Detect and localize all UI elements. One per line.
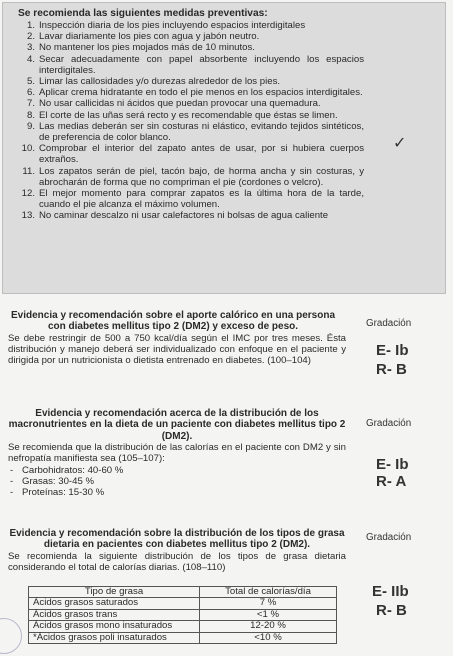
item-text: Secar adecuadamente con papel absorbente incluyendo los espacios interdigitales. bbox=[39, 53, 364, 76]
gradation-label: Gradación bbox=[366, 318, 412, 329]
list-item bbox=[19, 98, 364, 109]
macronutrient-list bbox=[8, 465, 438, 499]
item-text: Las medias deberán ser sin costuras ni elástico, evitando tejidos sintéticos, de preferencia de color blanco. bbox=[39, 120, 364, 144]
section-title: Evidencia y recomendación sobre la distribución de los tipos de grasa dietaria en pacientes con diabetes mellitus tipo 2 (DM2). bbox=[9, 528, 345, 551]
list-item bbox=[19, 54, 364, 76]
list-item: - Grasas: 30-45 % bbox=[8, 476, 438, 487]
recommendation-grade: R- A bbox=[376, 473, 407, 490]
section-body: Se debe restringir de 500 a 750 kcal/día según el IMC por tres meses. Ésta distribución y manejo deberá ser individualizado con enfoque en el paciente y dirigida por un nutricionista o dietista entrenado en diabetes. (100–104) bbox=[8, 332, 346, 367]
list-item bbox=[19, 31, 364, 42]
table-row bbox=[29, 598, 337, 609]
evidence-grade: E- Ib bbox=[376, 342, 409, 359]
list-item: - Proteínas: 15-30 % bbox=[8, 487, 438, 498]
table-row bbox=[29, 609, 337, 620]
column-header: Total de calorías/día bbox=[200, 587, 337, 598]
item-text: Inspección diaria de los pies incluyendo espacios interdigitales bbox=[39, 20, 306, 31]
section-body: Se recomienda la siguiente distribución de los tipos de grasa dietaria considerando el total de calorías diarias. (108–110) bbox=[8, 550, 346, 574]
item-number: 1. bbox=[26, 20, 35, 31]
item-number: 4. bbox=[26, 53, 35, 65]
seal-stamp bbox=[0, 618, 22, 654]
item-text: Aplicar crema hidratante en todo el pie menos en los espacios interdigitales. bbox=[39, 87, 363, 99]
list-item bbox=[19, 87, 364, 98]
item-number: 6. bbox=[26, 87, 35, 99]
item-text: Lavar diariamente los pies con agua y jabón neutro. bbox=[39, 31, 260, 43]
item-text: No mantener los pies mojados más de 10 minutos. bbox=[39, 42, 255, 54]
list-item: - Carbohidratos: 40-60 % bbox=[8, 465, 438, 476]
fat-distribution-table bbox=[28, 586, 337, 644]
item-text: El corte de las uñas será recto y es recomendable que éstas se limen. bbox=[39, 109, 338, 121]
list-item bbox=[19, 121, 364, 143]
item-text: El mejor momento para comprar zapatos es la última hora de la tarde, cuando el pie alcanza el máximo volumen. bbox=[39, 188, 364, 211]
gradation-label: Gradación bbox=[366, 532, 412, 543]
item-number: 8. bbox=[26, 109, 35, 121]
checkmark-icon: ✓ bbox=[393, 135, 407, 152]
table-row bbox=[29, 632, 337, 643]
table-cell: Ácidos grasos saturados bbox=[29, 598, 200, 609]
table-cell: *Ácidos grasos poli insaturados bbox=[29, 632, 200, 643]
list-item bbox=[19, 166, 364, 188]
table-cell: Ácidos grasos trans bbox=[29, 609, 200, 620]
item-text: Comprobar el interior del zapato antes de usar, por si hubiera cuerpos extraños. bbox=[39, 143, 364, 166]
item-text: Los zapatos serán de piel, tacón bajo, de horma ancha y sin costuras, y abrocharán de forma que no compriman el pie (cordones o velcro). bbox=[39, 165, 364, 188]
item-number: 5. bbox=[26, 76, 35, 88]
list-item bbox=[19, 188, 364, 210]
table-cell: <1 % bbox=[200, 609, 337, 620]
item-number: 7. bbox=[26, 98, 35, 110]
section-body: Se recomienda que la distribución de las calorías en el paciente con DM2 y sin nefropatía manifiesta sea (105–107): bbox=[8, 442, 346, 465]
item-number: 2. bbox=[26, 31, 35, 43]
item-number: 3. bbox=[26, 42, 35, 54]
table-cell: Ácidos grasos mono insaturados bbox=[29, 621, 200, 632]
table-cell: 7 % bbox=[200, 598, 337, 609]
table-cell: 12-20 % bbox=[200, 621, 337, 632]
evidence-grade: E- IIb bbox=[372, 583, 409, 600]
column-header: Tipo de grasa bbox=[29, 587, 200, 598]
item-number: 13. bbox=[21, 210, 35, 222]
list-item bbox=[19, 110, 364, 121]
item-text: No usar callicidas ni ácidos que puedan provocar una quemadura. bbox=[39, 98, 321, 110]
section-title: Evidencia y recomendación acerca de la distribución de los macronutrientes en la dieta de un paciente con diabetes mellitus tipo 2 (DM2). bbox=[8, 408, 346, 442]
list-item bbox=[19, 143, 364, 165]
list-item bbox=[19, 76, 364, 87]
item-number: 10. bbox=[21, 143, 35, 155]
table-cell: <10 % bbox=[200, 632, 337, 643]
preventive-measures-list bbox=[19, 20, 364, 222]
section-title: Evidencia y recomendación sobre el aporte calórico en una persona con diabetes mellitus tipo 2 (DM2) y exceso de peso. bbox=[11, 310, 335, 333]
item-text: No caminar descalzo ni usar calefactores ni bolsas de agua caliente bbox=[39, 210, 329, 222]
item-text: Limar las callosidades y/o durezas alrededor de los pies. bbox=[39, 76, 281, 88]
evidence-grade: E- Ib bbox=[376, 456, 409, 473]
preventive-measures-title: Se recomienda las siguientes medidas preventivas: bbox=[18, 8, 268, 19]
list-item bbox=[19, 20, 364, 31]
item-number: 9. bbox=[26, 120, 35, 132]
preventive-measures-box bbox=[2, 2, 446, 294]
recommendation-grade: R- B bbox=[376, 361, 407, 378]
item-number: 12. bbox=[21, 188, 35, 200]
list-item bbox=[19, 42, 364, 53]
recommendation-grade: R- B bbox=[376, 602, 407, 619]
item-number: 11. bbox=[22, 165, 35, 177]
table-row bbox=[29, 621, 337, 632]
gradation-label: Gradación bbox=[366, 418, 412, 429]
table-header-row bbox=[29, 587, 337, 598]
list-item bbox=[19, 210, 364, 221]
